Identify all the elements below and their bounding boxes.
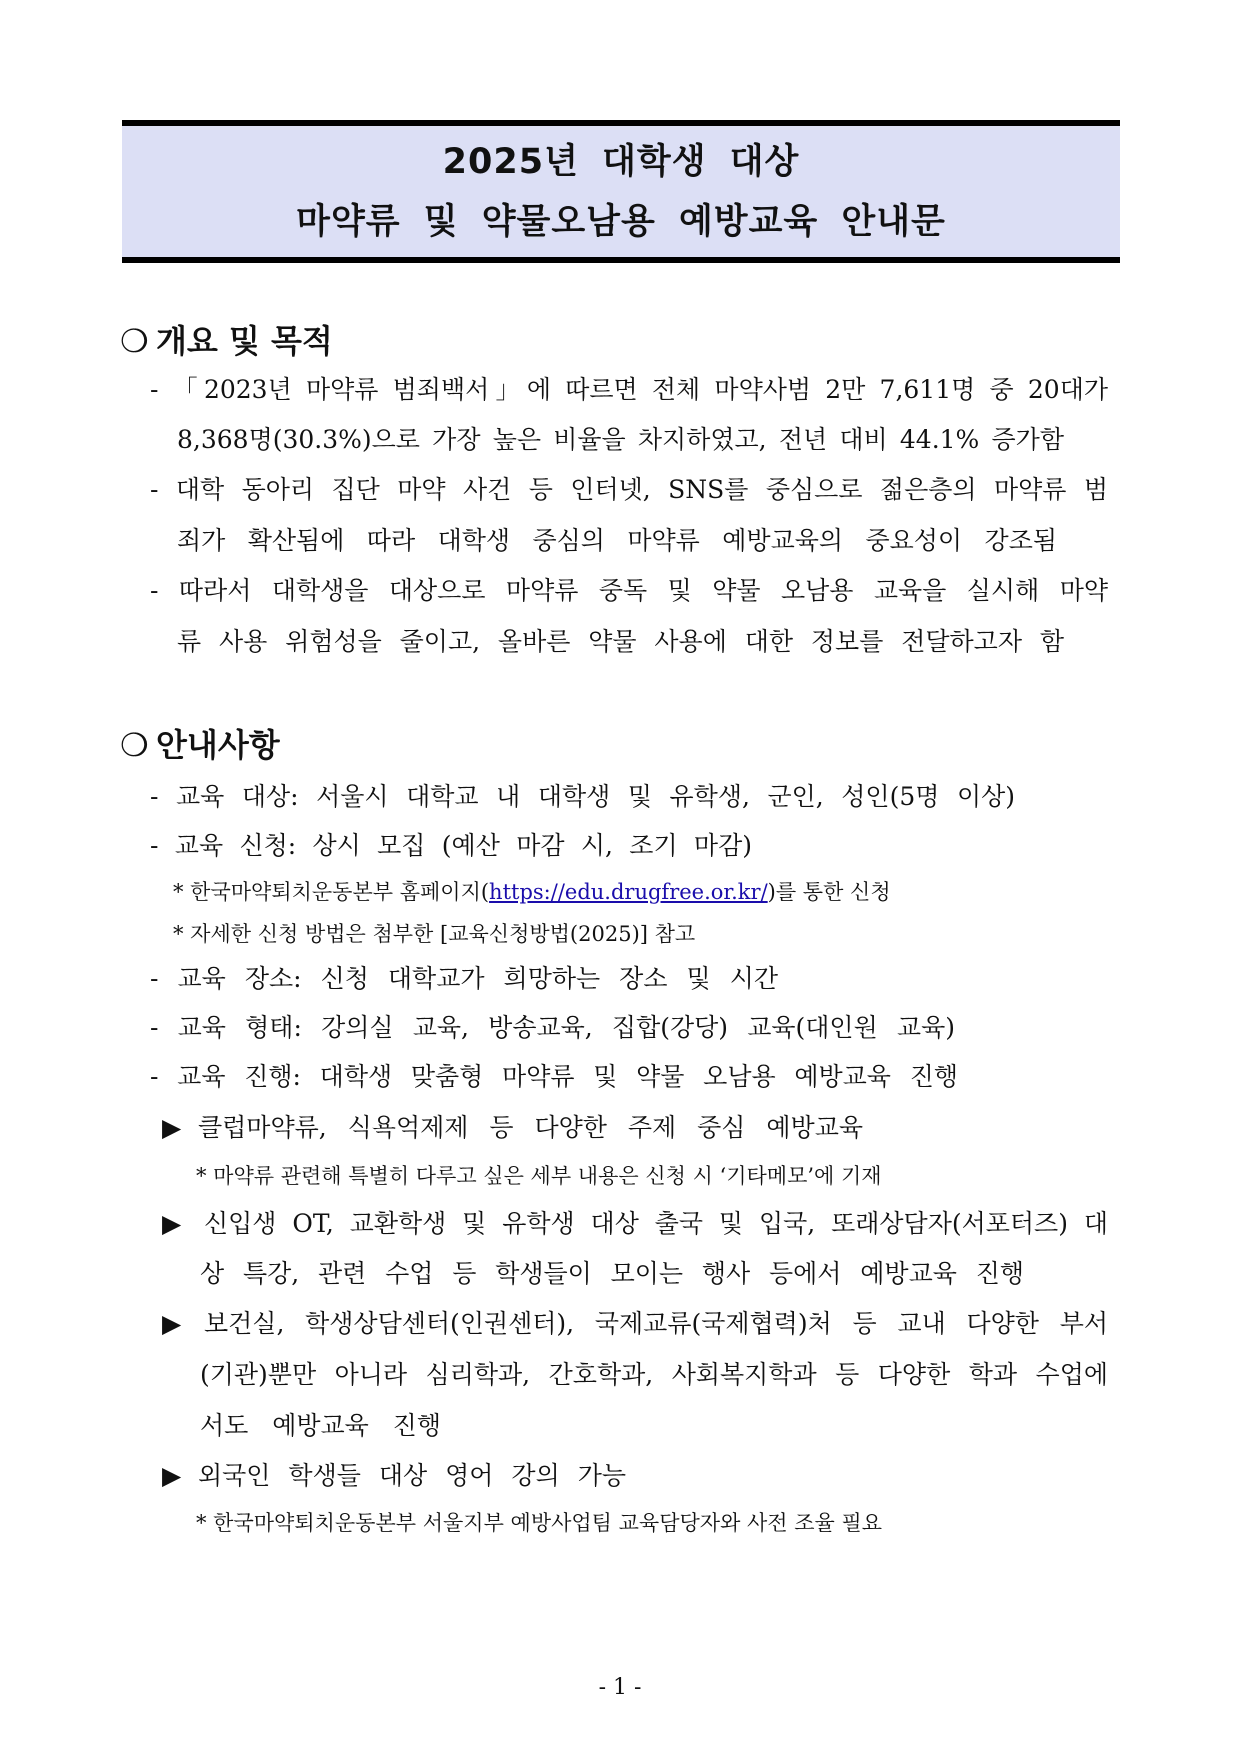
- section-1-heading: [120, 321, 333, 361]
- section-1-line-3: - 대학 동아리 집단 마약 사건 등 인터넷, SNS를 중심으로 젊은층의 마약류 범: [150, 475, 1108, 504]
- item-4-note: * 한국마약퇴치운동본부 서울지부 예방사업팀 교육담당자와 사전 조율 필요: [196, 1511, 883, 1535]
- progress-line: - 교육 진행: 대학생 맞춤형 마약류 및 약물 오남용 예방교육 진행: [150, 1062, 958, 1091]
- section-2-heading: [120, 725, 280, 765]
- page-number: - 1 -: [598, 1675, 642, 1700]
- arrow-icon: ▶: [162, 1113, 182, 1142]
- apply-note-2: * 자세한 신청 방법은 첨부한 [교육신청방법(2025)] 참고: [173, 922, 696, 946]
- apply-note-1-prefix: * 한국마약퇴치운동본부 홈페이지(: [173, 880, 490, 904]
- circle-bullet-icon: ❍: [120, 726, 149, 764]
- target-line: - 교육 대상: 서울시 대학교 내 대학생 및 유학생, 군인, 성인(5명 이상): [150, 782, 1015, 811]
- section-1-line-2: 8,368명(30.3%)으로 가장 높은 비율을 차지하였고, 전년 대비 44.1% 증가함: [177, 425, 1064, 454]
- title-box: [122, 120, 1120, 263]
- item-1: 클럽마약류, 식욕억제제 등 다양한 주제 중심 예방교육: [198, 1113, 863, 1142]
- item-4: 외국인 학생들 대상 영어 강의 가능: [198, 1461, 626, 1490]
- section-1-line-6: 류 사용 위험성을 줄이고, 올바른 약물 사용에 대한 정보를 전달하고자 함: [177, 627, 1064, 656]
- item-3-line-3: 서도 예방교육 진행: [200, 1411, 441, 1440]
- place-line: - 교육 장소: 신청 대학교가 희망하는 장소 및 시간: [150, 964, 778, 993]
- apply-line: - 교육 신청: 상시 모집 (예산 마감 시, 조기 마감): [150, 831, 752, 860]
- form-line: - 교육 형태: 강의실 교육, 방송교육, 집합(강당) 교육(대인원 교육): [150, 1013, 955, 1042]
- arrow-icon: ▶: [162, 1209, 182, 1238]
- arrow-icon: ▶: [162, 1309, 182, 1338]
- apply-note-1: [173, 875, 891, 909]
- title-line-1: 2025년 대학생 대상: [442, 141, 800, 182]
- circle-bullet-icon: ❍: [120, 322, 149, 360]
- section-1-line-4: 죄가 확산됨에 따라 대학생 중심의 마약류 예방교육의 중요성이 강조됨: [177, 526, 1057, 555]
- section-1-line-1: - 「2023년 마약류 범죄백서」에 따르면 전체 마약사범 2만 7,611명 중 20대가: [150, 375, 1108, 404]
- section-1-title: 개요 및 목적: [156, 322, 333, 360]
- item-1-note: * 마약류 관련해 특별히 다루고 싶은 세부 내용은 신청 시 ‘기타메모’에 기재: [196, 1164, 882, 1188]
- item-2-line-1: 신입생 OT, 교환학생 및 유학생 대상 출국 및 입국, 또래상담자(서포터즈) 대: [204, 1209, 1108, 1238]
- section-1-line-5: - 따라서 대학생을 대상으로 마약류 중독 및 약물 오남용 교육을 실시해 마약: [150, 576, 1108, 605]
- section-2-title: 안내사항: [156, 726, 280, 764]
- item-3-line-2: (기관)뿐만 아니라 심리학과, 간호학과, 사회복지학과 등 다양한 학과 수업에: [200, 1360, 1108, 1389]
- arrow-icon: ▶: [162, 1461, 182, 1490]
- drugfree-link[interactable]: https://edu.drugfree.or.kr/: [489, 880, 768, 904]
- item-3-line-1: 보건실, 학생상담센터(인권센터), 국제교류(국제협력)처 등 교내 다양한 부서: [204, 1309, 1108, 1338]
- title-line-2: 마약류 및 약물오남용 예방교육 안내문: [296, 201, 946, 242]
- apply-note-1-suffix: )를 통한 신청: [767, 880, 891, 904]
- item-2-line-2: 상 특강, 관련 수업 등 학생들이 모이는 행사 등에서 예방교육 진행: [200, 1259, 1024, 1288]
